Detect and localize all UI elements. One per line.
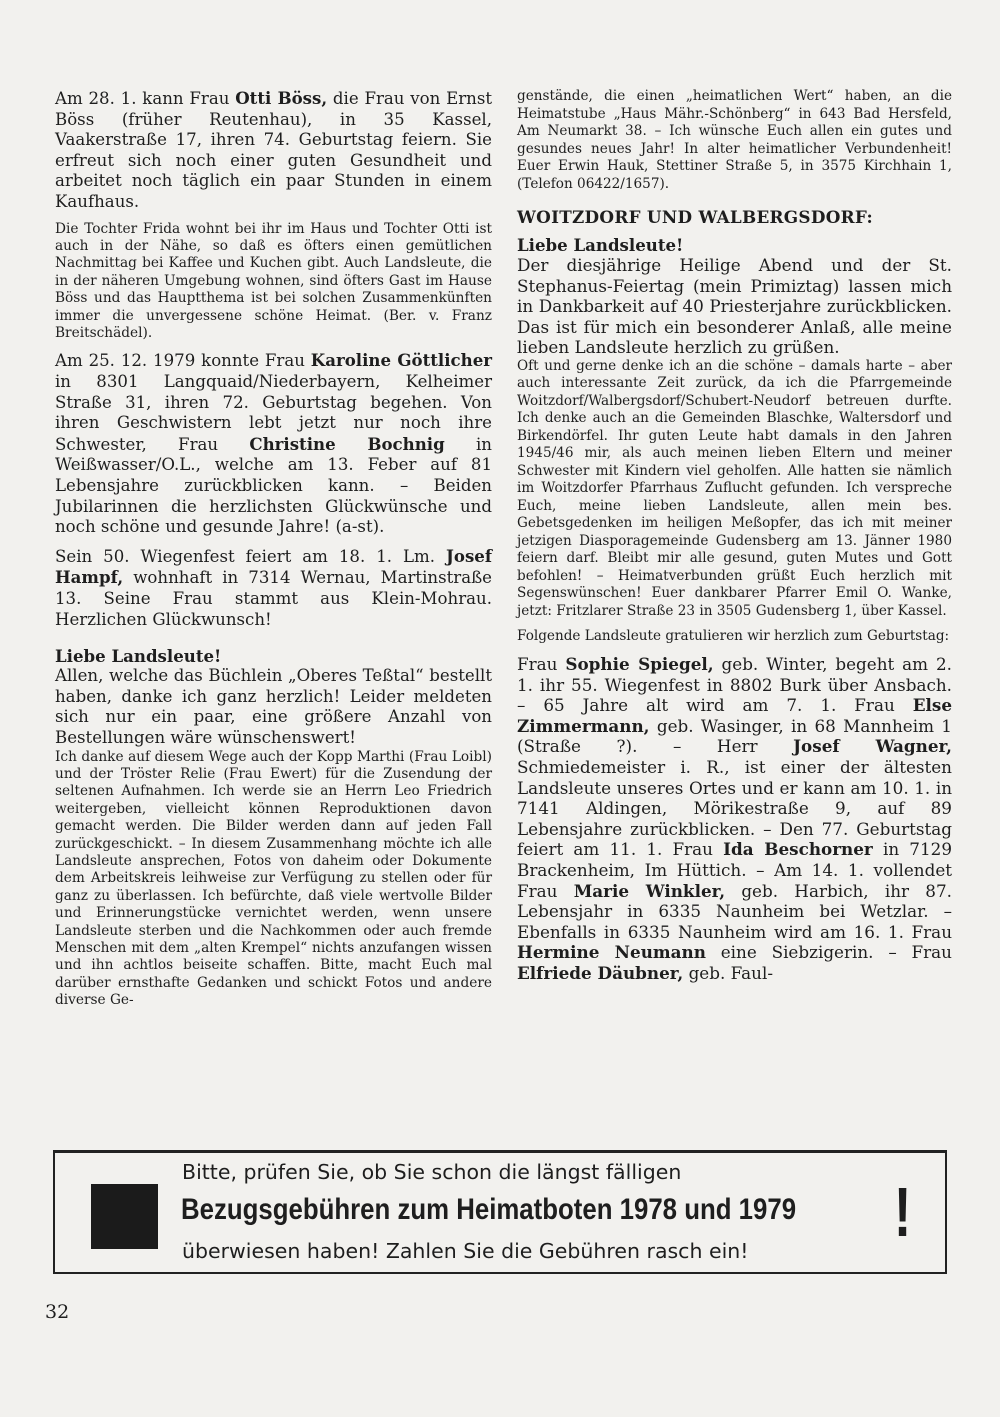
left-column — [55, 88, 492, 1018]
reminder-line-1: Bitte, prüfen Sie, ob Sie schon die längst fälligen — [182, 1160, 682, 1184]
black-square-icon — [91, 1184, 158, 1249]
birthday-list: Frau Sophie Spiegel, geb. Winter, begeht am 2. 1. ihr 55. Wiegenfest in 8802 Burk über Ansbach. – 65 Jahre alt wird am 7. 1. Frau Else Zimmermann, geb. Wasinger, in 68 Mannheim 1 (Straße ?). – Herr Josef Wagner, Schmiedemeister i. R., ist einer der ältesten Landsleute unseres Ortes und er kann am 10. 1. in 7141 Aldingen, Mörikestraße 9, auf 89 Lebensjahre zurückblicken. – Den 77. Geburtstag feiert am 11. 1. Frau Ida Beschorner in 7129 Brackenheim, Im Hüttich. – Am 14. 1. vollendet Frau Marie Winkler, geb. Harbich, ihr 87. Lebensjahr in 6335 Naunheim bei Wetzlar. – Ebenfalls in 6335 Naunheim wird am 16. 1. Frau Hermine Neumann eine Siebzigerin. – Frau Elfriede Däubner, geb. Faul- — [517, 653, 952, 983]
person-name: Josef Wagner, — [793, 736, 952, 757]
birthday-josef-hampf: Sein 50. Wiegenfest feiert am 18. 1. Lm. Josef Hampf, wohnhaft in 7314 Wernau, Martinstraße 13. Seine Frau stammt aus Klein-Mohrau. Herzlichen Glückwunsch! — [55, 545, 492, 629]
page-number: 32 — [45, 1301, 70, 1323]
person-name: Karoline Göttlicher — [310, 350, 492, 371]
photo-appeal: Ich danke auf diesem Wege auch der Kopp Marthi (Frau Loibl) und der Tröster Relie (Frau Ewert) für die Zusendung der seltenen Aufnahmen. Ich werde sie an Herrn Leo Friedrich weitergeben, vielleicht können Reproduktionen davon gemacht werden. Die Bilder werden dann auf jeden Fall zurückgeschickt. – In diesem Zusammenhang möchte ich alle Landsleute ansprechen, Fotos von daheim oder Dokumente dem Arbeitskreis leihweise zur Verfügung zu stellen oder für ganz zu überlassen. Ich befürchte, daß viele wertvolle Bilder und Erinnerungstücke vernichtet werden, wenn unsere Landsleute sterben und die Nachkommen oder auch fremde Menschen mit dem „alten Krempel“ nichts anzufangen wissen und ihn achtlos beiseite schaffen. Bitte, macht Euch mal darüber ernsthafte Gedanken und schickt Fotos und andere diverse Ge- — [55, 748, 492, 1009]
birthday-otti-boess: Am 28. 1. kann Frau Otti Böss, die Frau von Ernst Böss (früher Reutenhau), in 35 Kassel, Vaakerstraße 17, ihren 74. Geburtstag feiern. Sie erfreut sich noch einer guten Gesundheit und arbeitet noch täglich ein paar Stunden in einem Kaufhaus. — [55, 88, 493, 211]
exclamation-icon: ! — [893, 1173, 912, 1251]
person-name: Hermine Neumann — [517, 942, 706, 963]
person-name: Marie Winkler, — [573, 880, 726, 901]
section-caption: WOITZDORF UND WALBERGSDORF: — [517, 207, 873, 227]
birthday-intro: Folgende Landsleute gratulieren wir herzlich zum Geburtstag: — [517, 628, 950, 645]
priest-anniversary: Der diesjährige Heilige Abend und der St. Stephanus-Feiertag (mein Primiztag) lassen mich in Dankbarkeit auf 40 Priesterjahre zurückblicken. Das ist für mich ein besonderer Anlaß, alle meine lieben Landsleute herzlich zu grüßen. — [517, 255, 952, 358]
family-note: Die Tochter Frida wohnt bei ihr im Haus und Tochter Otti ist auch in der Nähe, so daß es öfters einen gemütlichen Nachmittag bei Kaffee und Kuchen gibt. Auch Landsleute, die in der näheren Umgebung wohnen, sind öfters Gast im Hause Böss und das Hauptthema ist bei solchen Zusammenkünften immer die unvergessene schöne Heimat. (Ber. v. Franz Breitschädel). — [55, 220, 492, 341]
priest-letter: Oft und gerne denke ich an die schöne – damals harte – aber auch interessante Zeit zurück, da ich die Pfarrgemeinde Woitzdorf/Walbergsdorf/Schubert-Neudorf betreuen durfte. Ich denke auch an die Gemeinden Blaschke, Waltersdorf und Birkendörfel. Ihr guten Leute habt damals in den Jahren 1945/46 mir, als auch meinen lieben Eltern und meiner Schwester mit Kindern viel geholfen. Alle hatten sie nämlich im Woitzdorfer Pfarrhaus Zuflucht gefunden. Ich verspreche Euch, meine lieben Landsleute, allen mein bes. Gebetsgedenken im heiligen Meßopfer, das ich mit meiner jetzigen Diasporagemeinde Gudensberg am 13. Jänner 1980 feiern darf. Bleibt mir alle gesund, guten Mutes und Gott befohlen! – Heimatverbunden grüßt Euch herzlich mit Segenswünschen! Euer dankbarer Pfarrer Emil O. Wanke, jetzt: Fritzlarer Straße 23 in 3505 Gudensberg 1, über Kassel. — [517, 357, 952, 619]
person-name: Sophie Spiegel, — [565, 653, 714, 674]
person-name: Christine Bochnig — [249, 433, 445, 454]
reminder-headline: Bezugsgebühren zum Heimatboten 1978 und 1979 — [181, 1193, 797, 1226]
section-heading: Liebe Landsleute! — [517, 235, 684, 255]
person-name: Otti Böss, — [235, 88, 328, 108]
appeal-continuation: genstände, die einen „heimatlichen Wert“ haben, an die Heimatstube „Haus Mähr.-Schönberg“ in 643 Bad Hersfeld, Am Neumarkt 38. – Ich wünsche Euch allen ein gutes und gesundes neues Jahr! In alter heimatlicher Verbundenheit! Euer Erwin Hauk, Stettiner Straße 5, in 3575 Kirchhain 1, (Telefon 06422/1657). — [517, 88, 952, 192]
booklet-thanks: Allen, welche das Büchlein „Oberes Teßtal“ bestellt haben, danke ich ganz herzlich! Leider meldeten sich nur ein paar, eine größere Anzahl von Bestellungen wäre wünschenswert! — [55, 666, 492, 747]
person-name: Ida Beschorner — [723, 839, 873, 860]
payment-reminder-box — [53, 1150, 947, 1274]
person-name: Josef Hampf, — [55, 545, 492, 588]
birthday-karoline-goettlicher: Am 25. 12. 1979 konnte Frau Karoline Göttlicher in 8301 Langquaid/Niederbayern, Kelheimer Straße 31, ihren 72. Geburtstag begehen. Von ihren Geschwistern lebt jetzt nur noch ihre Schwester, Frau Christine Bochnig in Weißwasser/O.L., welche am 13. Feber auf 81 Lebensjahre zurückblicken kann. – Beiden Jubilarinnen die herzlichsten Glückwünsche und noch schöne und gesunde Jahre! (a-st). — [55, 350, 492, 537]
person-name: Else Zimmermann, — [517, 695, 952, 736]
section-heading: Liebe Landsleute! — [55, 646, 222, 667]
person-name: Elfriede Däubner, — [517, 962, 684, 983]
reminder-line-3: überwiesen haben! Zahlen Sie die Gebühren rasch ein! — [182, 1239, 749, 1263]
right-column — [517, 88, 952, 991]
